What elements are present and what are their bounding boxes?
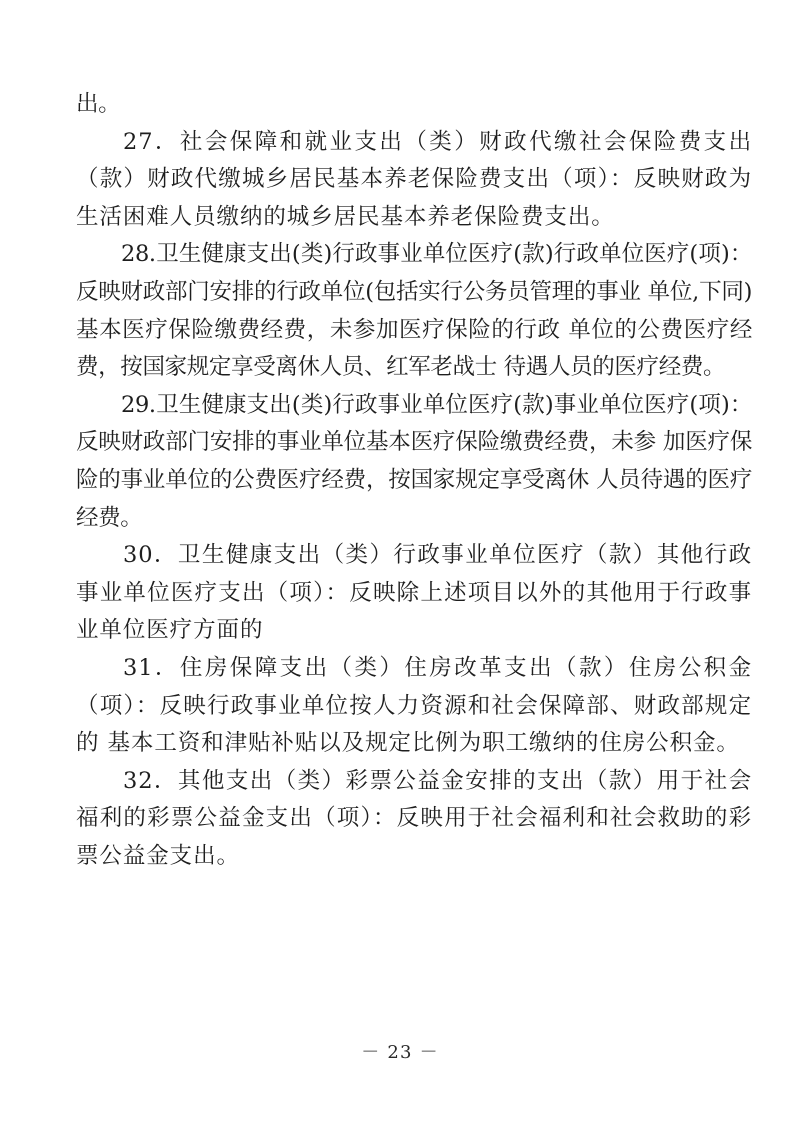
- paragraph-item-29: 29.卫生健康支出(类)行政事业单位医疗(款)事业单位医疗(项)：反映财政部门安排的事业单位基本医疗保险缴费经费，未参 加医疗保险的事业单位的公费医疗经费，按国家规定享受离休 人员待遇的医疗经费。: [76, 391, 752, 531]
- paragraph-item-31: 31．住房保障支出（类）住房改革支出（款）住房公积金（项）：反映行政事业单位按人力资源和社会保障部、财政部规定的 基本工资和津贴补贴以及规定比例为职工缴纳的住房公积金。: [76, 654, 752, 757]
- paragraph-item-32: 32．其他支出（类）彩票公益金安排的支出（款）用于社会福利的彩票公益金支出（项）：反映用于社会福利和社会救助的彩票公益金支出。: [76, 767, 752, 869]
- paragraph-item-28: 28.卫生健康支出(类)行政事业单位医疗(款)行政单位医疗(项)：反映财政部门安排的行政单位(包括实行公务员管理的事业 单位,下同)基本医疗保险缴费经费，未参加医疗保险的行政 单位的公费医疗经费，按国家规定享受离休人员、红军老战士 待遇人员的医疗经费。: [76, 241, 752, 381]
- paragraph-item-30: 30．卫生健康支出（类）行政事业单位医疗（款）其他行政事业单位医疗支出（项）：反映除上述项目以外的其他用于行政事业单位医疗方面的: [76, 542, 752, 644]
- paragraph-item-27: 27．社会保障和就业支出（类）财政代缴社会保险费支出（款）财政代缴城乡居民基本养老保险费支出（项）：反映财政为生活困难人员缴纳的城乡居民基本养老保险费支出。: [76, 128, 752, 230]
- page-number-footer: － 23 －: [361, 1042, 439, 1063]
- paragraph-continuation: 出。: [76, 91, 121, 117]
- document-text-body: [76, 86, 752, 875]
